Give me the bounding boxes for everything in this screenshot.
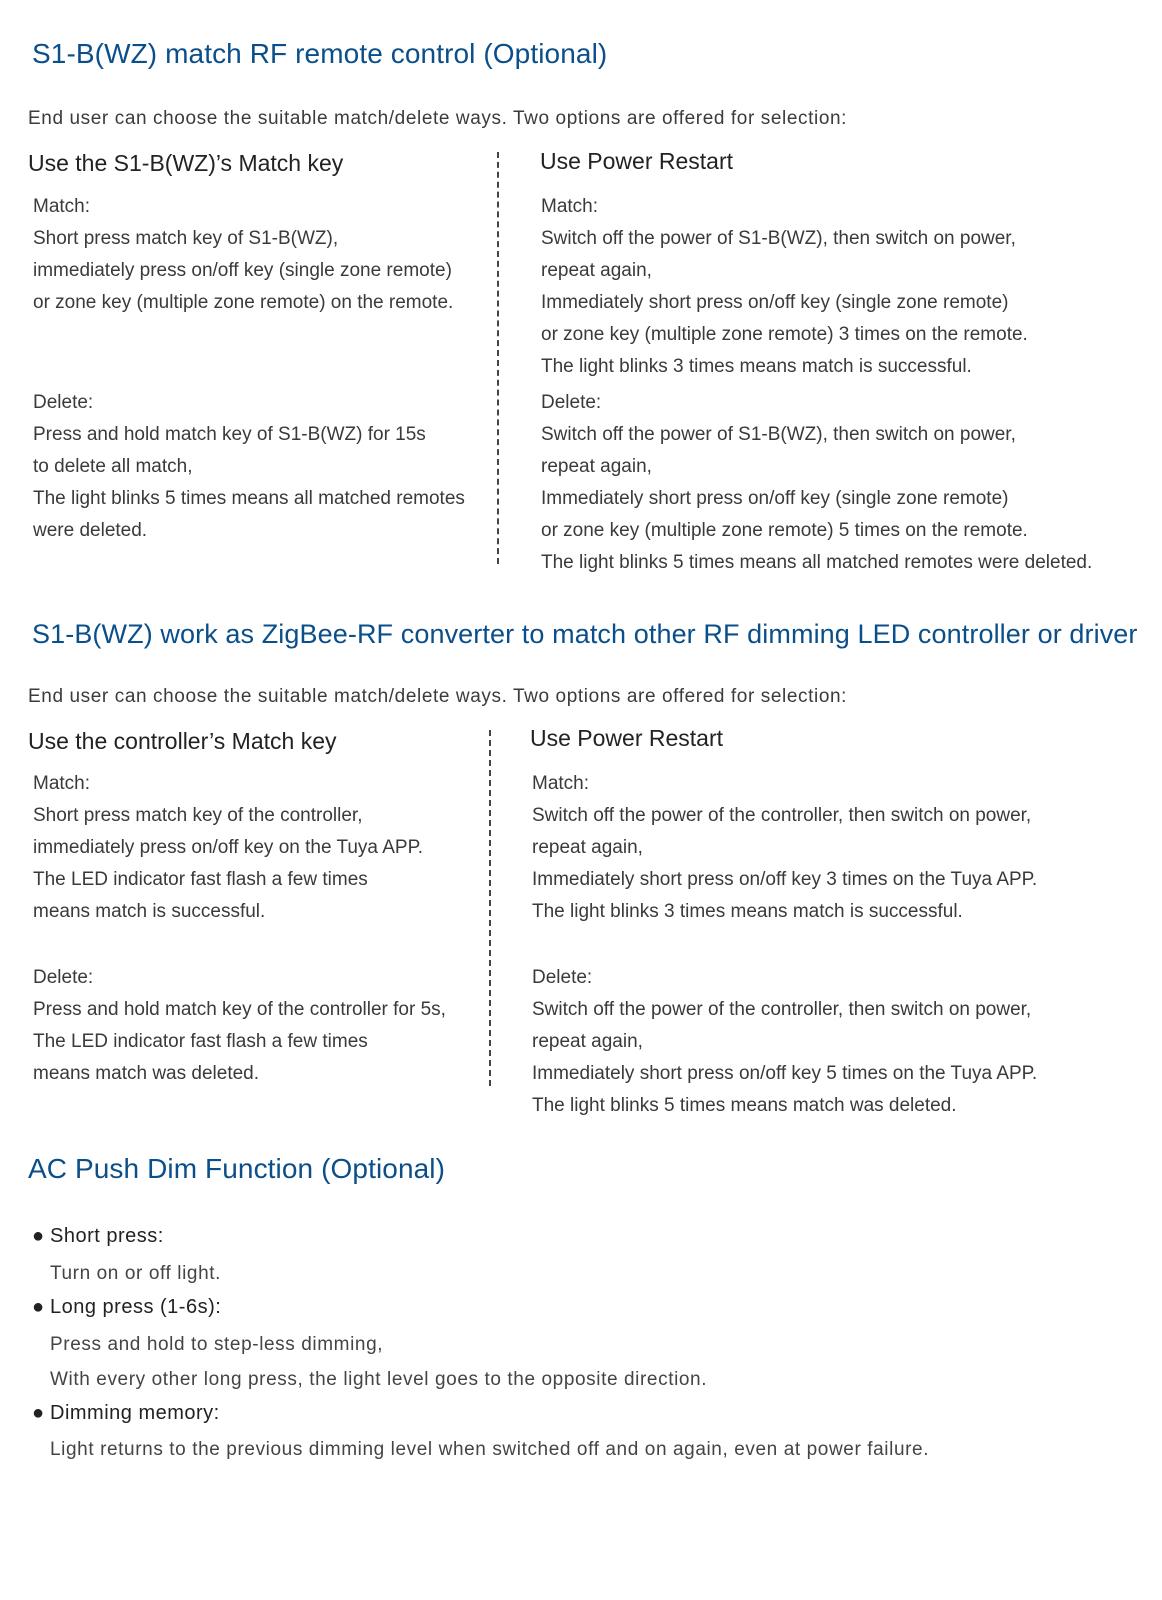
section1-right-delete (541, 387, 1092, 579)
text-line: repeat again, (532, 837, 643, 858)
text-line: to delete all match, (33, 456, 193, 477)
text-line: The LED indicator fast flash a few times (33, 869, 368, 890)
bullet-label: Long press (1-6s): (50, 1296, 222, 1318)
section1-left-match (33, 191, 453, 319)
section2-right-delete (532, 962, 1037, 1122)
text-line: Immediately short press on/off key 3 times on the Tuya APP. (532, 869, 1038, 890)
text-line: Press and hold match key of the controller for 5s, (33, 999, 446, 1020)
bullet-item (32, 1402, 220, 1425)
text-line: The LED indicator fast flash a few times (33, 1031, 368, 1052)
section1-left-delete (33, 387, 465, 547)
section2-title: S1-B(WZ) work as ZigBee-RF converter to match other RF dimming LED controller or driver (32, 619, 1138, 649)
text-line: Press and hold match key of S1-B(WZ) for 15s (33, 424, 426, 445)
bullet-item (32, 1296, 221, 1319)
section2-left-delete (33, 962, 446, 1090)
match-label: Match: (532, 773, 590, 794)
section2-right-match (532, 768, 1037, 928)
bullet-body (50, 1432, 929, 1467)
text-line: Switch off the power of S1-B(WZ), then switch on power, (541, 424, 1016, 445)
delete-label: Delete: (33, 392, 94, 413)
section1-left-heading: Use the S1-B(WZ)’s Match key (28, 150, 344, 176)
text-line: The light blinks 3 times means match is successful. (541, 356, 972, 377)
match-label: Match: (33, 773, 91, 794)
bullet-body (50, 1327, 707, 1397)
text-line: means match was deleted. (33, 1063, 260, 1084)
text-line: With every other long press, the light level goes to the opposite direction. (50, 1369, 708, 1390)
text-line: The light blinks 3 times means match is successful. (532, 901, 963, 922)
section3-title: AC Push Dim Function (Optional) (28, 1153, 446, 1184)
bullet-label: Dimming memory: (50, 1402, 220, 1424)
text-line: immediately press on/off key on the Tuya APP. (33, 837, 424, 858)
section2-divider (489, 730, 491, 1086)
text-line: Short press match key of the controller, (33, 805, 363, 826)
bullet-icon: ● (32, 1225, 45, 1247)
text-line: Switch off the power of the controller, then switch on power, (532, 999, 1032, 1020)
delete-label: Delete: (541, 392, 602, 413)
delete-label: Delete: (33, 967, 94, 988)
text-line: repeat again, (541, 456, 652, 477)
section1-divider (497, 152, 499, 564)
text-line: repeat again, (532, 1031, 643, 1052)
section2-intro: End user can choose the suitable match/delete ways. Two options are offered for selection: (28, 686, 848, 707)
text-line: The light blinks 5 times means match was deleted. (532, 1095, 957, 1116)
section1-title: S1-B(WZ) match RF remote control (Optional) (32, 38, 608, 69)
bullet-label: Short press: (50, 1225, 164, 1247)
bullet-icon: ● (32, 1402, 45, 1424)
bullet-icon: ● (32, 1296, 45, 1318)
bullet-item (32, 1225, 164, 1248)
text-line: Press and hold to step-less dimming, (50, 1334, 384, 1355)
bullet-body (50, 1256, 221, 1291)
text-line: Immediately short press on/off key 5 times on the Tuya APP. (532, 1063, 1038, 1084)
text-line: immediately press on/off key (single zone remote) (33, 260, 452, 281)
text-line: Switch off the power of S1-B(WZ), then switch on power, (541, 228, 1016, 249)
text-line: Turn on or off light. (50, 1263, 222, 1284)
section2-right-heading: Use Power Restart (530, 725, 724, 751)
delete-label: Delete: (532, 967, 593, 988)
text-line: The light blinks 5 times means all matched remotes were deleted. (541, 552, 1093, 573)
text-line: The light blinks 5 times means all matched remotes (33, 488, 465, 509)
section1-right-heading: Use Power Restart (540, 148, 734, 174)
text-line: or zone key (multiple zone remote) on the remote. (33, 292, 454, 313)
match-label: Match: (33, 196, 91, 217)
text-line: Immediately short press on/off key (single zone remote) (541, 488, 1009, 509)
text-line: Short press match key of S1-B(WZ), (33, 228, 339, 249)
text-line: means match is successful. (33, 901, 266, 922)
text-line: or zone key (multiple zone remote) 5 times on the remote. (541, 520, 1028, 541)
section2-left-heading: Use the controller’s Match key (28, 728, 337, 754)
section2-left-match (33, 768, 423, 928)
text-line: repeat again, (541, 260, 652, 281)
match-label: Match: (541, 196, 599, 217)
section1-right-match (541, 191, 1028, 383)
section1-intro: End user can choose the suitable match/delete ways. Two options are offered for selection: (28, 108, 848, 129)
text-line: or zone key (multiple zone remote) 3 times on the remote. (541, 324, 1028, 345)
text-line: Switch off the power of the controller, then switch on power, (532, 805, 1032, 826)
text-line: Immediately short press on/off key (single zone remote) (541, 292, 1009, 313)
text-line: were deleted. (33, 520, 148, 541)
text-line: Light returns to the previous dimming level when switched off and on again, even at power failure. (50, 1439, 930, 1460)
